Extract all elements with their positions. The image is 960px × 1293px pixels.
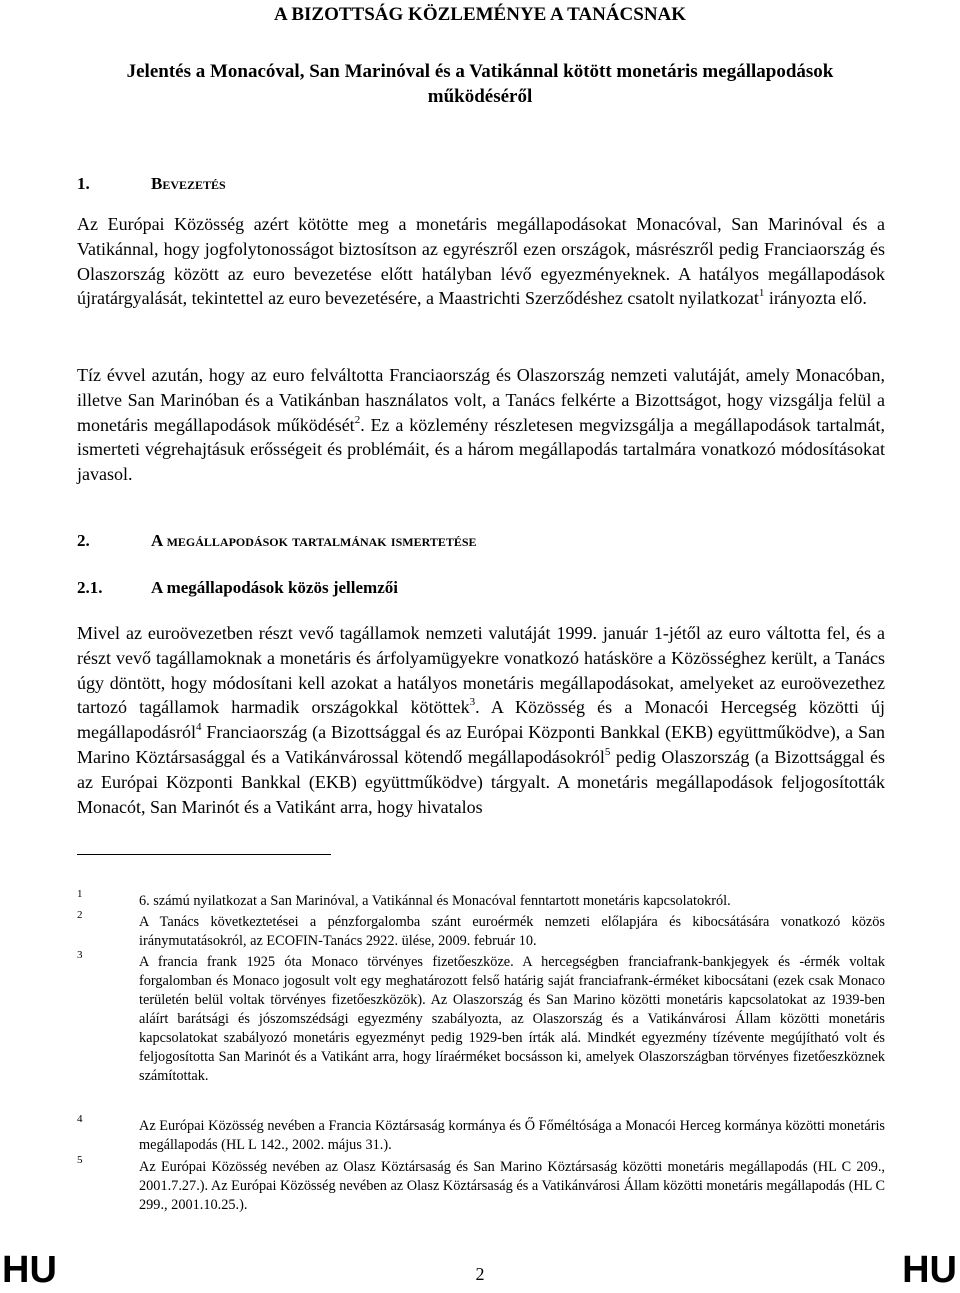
footnote-text: A Tanács következtetései a pénzforgalomba szánt euroérmék nemzeti előlapjára és kibocsátására vonatkozó közös iránymutatásokról, az ECOFIN-Tanács 2922. ülése, 2009. február 10.	[139, 914, 885, 949]
section-number: 1.	[77, 174, 90, 193]
section-heading-2	[77, 531, 477, 551]
paragraph-common-features: Mivel az euroövezetben részt vevő tagállamok nemzeti valutáját 1999. január 1-jétől az euro váltotta fel, és a részt vevő tagállamoknak a monetáris és árfolyamügyekre vonatkozó hatásköre a Közösséghez került, a Tanács úgy döntött, hogy módosítani kell azokat a hatályos monetáris megállapodásokat, amelyeket az euroövezethez tartozó tagállamok harmadik országokkal kötöttek$^3$. A Közösség és a Monacói Hercegség közötti új megállapodásról$^4$ Franciaország (a Bizottsággal és az Európai Központi Bankkal (EKB) együttműködve), a San Marino Köztársasággal és a Vatikánvárossal kötendő megállapodásokról$^5$ pedig Olaszország (a Bizottsággal és az Európai Központi Bankkal (EKB) együttműködve) tárgyalt. A monetáris megállapodások feljogosították Monacót, San Marinót és a Vatikánt arra, hogy hivatalos	[77, 623, 885, 817]
footnote-ref-4: 4	[195, 721, 202, 734]
footnote-text: Az Európai Közösség nevében a Francia Köztársaság kormánya és Ő Főméltósága a Monacói Herceg kormánya közötti monetáris megállapodás (HL L 142., 2002. május 31.).	[139, 1118, 885, 1153]
footnote-number: 5	[77, 1154, 83, 1166]
footer-language-code-left: HU	[2, 1249, 57, 1291]
footnote-4	[77, 1113, 885, 1155]
section-title: A megállapodások közös jellemzői	[151, 578, 398, 597]
footer-language-code-right: HU	[902, 1249, 957, 1291]
footnote-2	[77, 909, 885, 951]
paragraph-intro-1: Az Európai Közösség azért kötötte meg a monetáris megállapodásokat Monacóval, San Marinóval és a Vatikánnal, hogy jogfolytonosságot biztosítson az egyrészről ezen országok, másrészről pedig Franciaország és Olaszország között az euro bevezetése előtt hatályban lévő egyezményeknek. A hatályos megállapodások újratárgyalását, tekintettel az euro bevezetésére, a Maastrichti Szerződéshez csatolt nyilatkozat$^1$ irányozta elő.	[77, 214, 885, 309]
footnote-text: A francia frank 1925 óta Monaco törvényes fizetőeszköze. A hercegségben franciafrank-bankjegyek és -érmék voltak forgalomban és Monaco jogosult volt egy meghatározott felső határig saját franciafrank-érméket kibocsátani (ezek csak Monaco területén belül voltak törvényes fizetőeszközök). Az Olaszország és San Marino közötti monetáris kapcsolatokat az 1939-ben aláírt barátsági és jószomszédsági egyezmény szabályozta, az Olaszország és a Vatikánvárosi Állam közötti monetáris kapcsolatokat szabályozó monetáris egyezményt pedig 1929-ben írták alá. Mindkét egyezmény tízévente megújítható volt és feljogosította San Marinót és a Vatikánt arra, hogy líraérméket bocsásson ki, amelyek Olaszországban törvényes fizetőeszköznek számítottak.	[139, 954, 885, 1084]
footnote-ref-3: 3	[469, 696, 476, 709]
footnote-ref-1: 1	[758, 287, 765, 300]
document-subtitle: Jelentés a Monacóval, San Marinóval és a Vatikánnal kötött monetáris megállapodások működéséről	[126, 61, 834, 107]
paragraph-intro-2: Tíz évvel azután, hogy az euro felváltotta Franciaország és Olaszország nemzeti valutáját, amely Monacóban, illetve San Marinóban és a Vatikánban használatos volt, a Tanács felkérte a Bizottságot, hogy vizsgálja felül a monetáris megállapodások működését$^2$. Ez a közlemény részletesen megvizsgálja a megállapodások tartalmát, ismerteti végrehajtásuk erősségeit és problémáit, és a három megállapodás tartalmára vonatkozó módosításokat javasol.	[77, 365, 885, 485]
section-title: Bevezetés	[151, 174, 226, 193]
footnote-divider	[77, 854, 331, 855]
document-title: A BIZOTTSÁG KÖZLEMÉNYE A TANÁCSNAK	[273, 4, 687, 25]
footnote-number: 1	[77, 888, 83, 900]
footnote-ref-2: 2	[354, 413, 361, 426]
section-number: 2.	[77, 531, 90, 550]
footnote-5	[77, 1154, 885, 1215]
footnote-number: 3	[77, 949, 83, 961]
footnote-text: 6. számú nyilatkozat a San Marinóval, a Vatikánnal és Monacóval fenntartott monetáris kapcsolatokról.	[139, 893, 731, 909]
footnote-3	[77, 949, 885, 1086]
section-heading-1	[77, 174, 226, 194]
section-heading-2-1	[77, 578, 398, 598]
footnote-1	[77, 888, 885, 911]
footnote-number: 4	[77, 1113, 83, 1125]
page-number: 2	[475, 1264, 485, 1284]
footnote-text: Az Európai Közösség nevében az Olasz Köztársaság és San Marino Köztársaság közötti monetáris megállapodás (HL C 209., 2001.7.27.). Az Európai Közösség nevében az Olasz Köztársaság és a Vatikánvárosi Állam közötti monetáris megállapodás (HL C 299., 2001.10.25.).	[139, 1159, 885, 1213]
section-number: 2.1.	[77, 578, 103, 597]
footnote-ref-5: 5	[604, 745, 611, 758]
section-title: A megállapodások tartalmának ismertetése	[151, 531, 477, 550]
footnote-number: 2	[77, 909, 83, 921]
